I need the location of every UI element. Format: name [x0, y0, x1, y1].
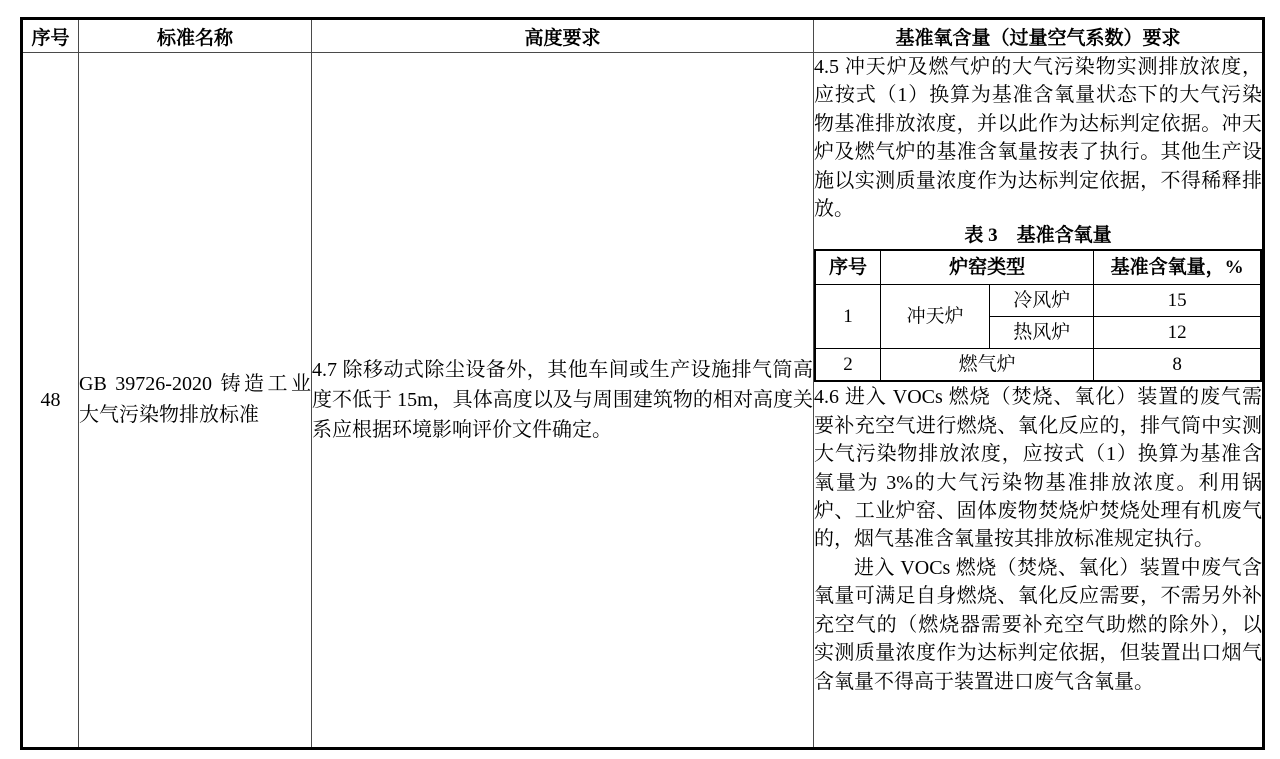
- table3-row2-value: 12: [1094, 317, 1261, 349]
- table3-row-1: [815, 285, 1261, 317]
- clause-4-6-continuation-text: 进入 VOCs 燃烧（焚烧、氧化）装置中废气含氧量可满足自身燃烧、氧化反应需要，不需另外补充空气的（燃烧器需要补充空气助燃的除外），以实测质量浓度作为达标判定依据，但装置出口烟气含氧量不得高于装置进口废气含氧量。: [814, 556, 1262, 693]
- table3-title: 表 3 基准含氧量: [964, 225, 1112, 247]
- table3-row3-index: 2: [815, 349, 881, 382]
- table3-row1-index: 1: [815, 285, 881, 349]
- table3-row1-subtype: 冷风炉: [990, 285, 1094, 317]
- table3-row1-furnace: 冲天炉: [881, 285, 990, 349]
- main-header-row: [22, 19, 1264, 53]
- standards-table: [20, 17, 1265, 750]
- table3-col-furnace-type: 炉窑类型: [881, 250, 1094, 285]
- height-requirement-cell: 4.7 除移动式除尘设备外，其他车间或生产设施排气筒高度不低于 15m，具体高度以及与周围建筑物的相对高度关系应根据环境影响评价文件确定。: [312, 53, 814, 749]
- col-header-standard-name: 标准名称: [79, 19, 312, 53]
- row-index-cell: 48: [22, 53, 79, 749]
- clause-4-6-text: 4.6 进入 VOCs 燃烧（焚烧、氧化）装置的废气需要补充空气进行燃烧、氧化反应的，排气筒中实测大气污染物排放浓度，应按式（1）换算为基准含氧量为 3%的大气污染物基准排放浓度。利用锅炉、工业炉窑、固体废物焚烧炉焚烧处理有机废气的，烟气基准含氧量按其排放标准规定执行。: [814, 386, 1262, 551]
- table-row: [22, 53, 1264, 749]
- oxygen-requirement-cell: [814, 53, 1264, 749]
- table3-header-row: [815, 250, 1261, 285]
- standard-name-cell: GB 39726-2020 铸造工业大气污染物排放标准: [79, 53, 312, 749]
- clause-4-5-text: 4.5 冲天炉及燃气炉的大气污染物实测排放浓度，应按式（1）换算为基准含氧量状态下的大气污染物基准排放浓度，并以此作为达标判定依据。冲天炉及燃气炉的基准含氧量按表了执行。其他生产设施以实测质量浓度作为达标判定依据，不得稀释排放。: [814, 56, 1262, 221]
- col-header-height-requirement: 高度要求: [312, 19, 814, 53]
- table3-baseline-oxygen: [814, 249, 1262, 382]
- col-header-index: 序号: [22, 19, 79, 53]
- table3-row2-subtype: 热风炉: [990, 317, 1094, 349]
- table3-row1-value: 15: [1094, 285, 1261, 317]
- table3-row-3: [815, 349, 1261, 382]
- col-header-oxygen-requirement: 基准氧含量（过量空气系数）要求: [814, 19, 1264, 53]
- table3-col-oxygen-content: 基准含氧量，%: [1094, 250, 1261, 285]
- table3-row3-furnace: 燃气炉: [881, 349, 1094, 382]
- table3-row3-value: 8: [1094, 349, 1261, 382]
- table3-col-index: 序号: [815, 250, 881, 285]
